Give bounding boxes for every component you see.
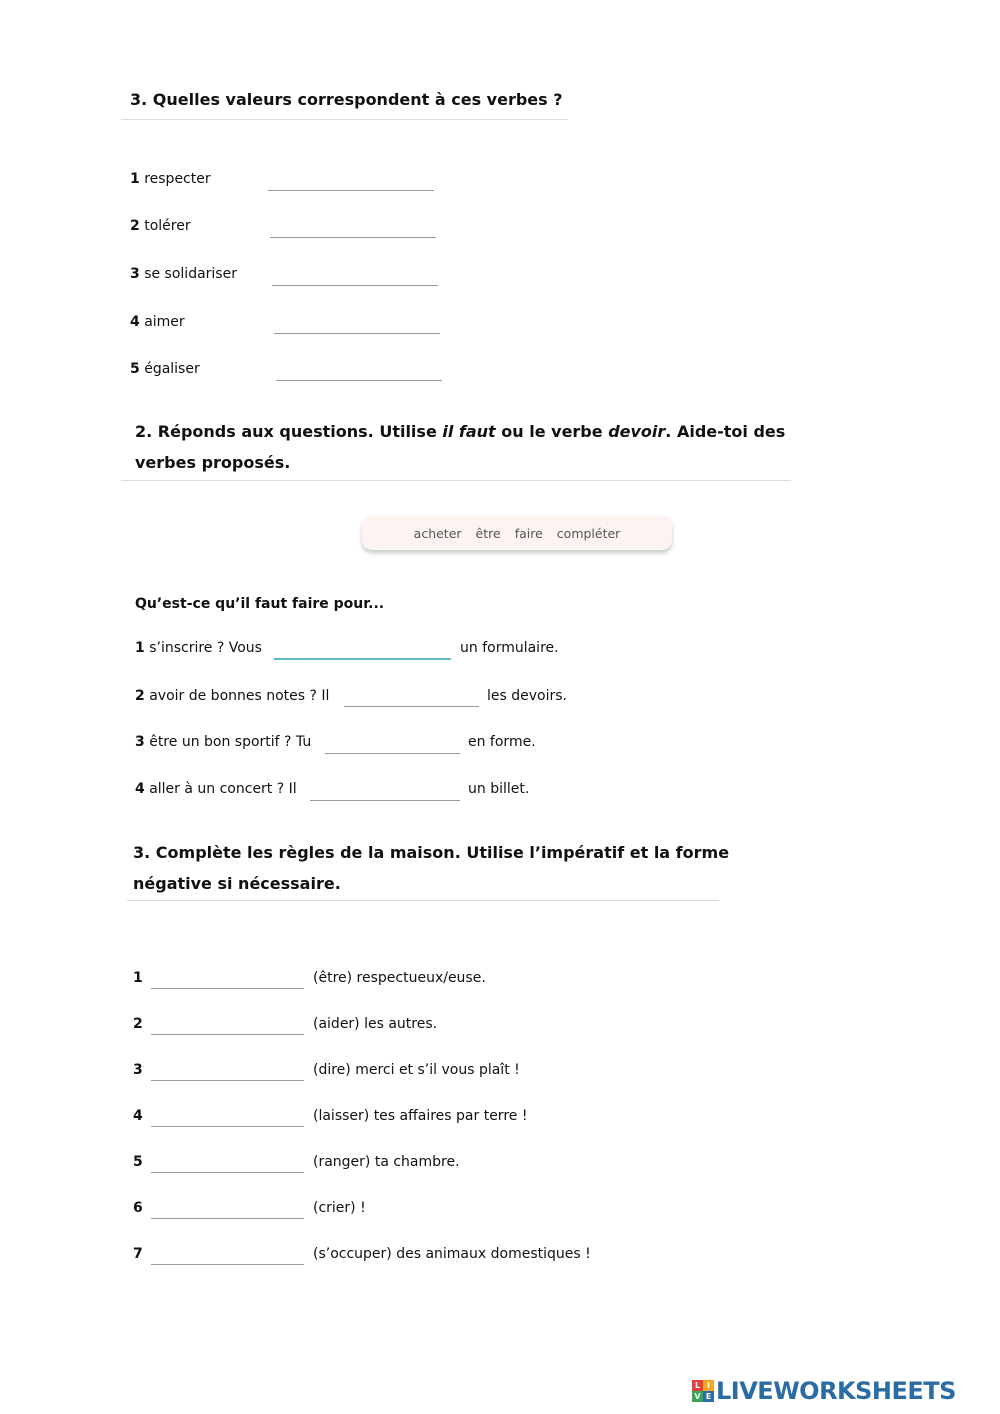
item-number: 4 <box>130 314 140 330</box>
list-item <box>130 314 185 330</box>
item-number: 3 <box>135 734 145 750</box>
exercise2-title-line2: verbes proposés. <box>135 453 291 472</box>
item-number: 4 <box>133 1108 143 1124</box>
item-number: 3 <box>130 266 140 282</box>
item-number: 3 <box>133 1062 143 1078</box>
question-text: être un bon sportif ? Tu <box>149 734 312 750</box>
answer-input-r5[interactable] <box>151 1152 304 1173</box>
list-item <box>130 361 200 377</box>
answer-input-3[interactable] <box>272 265 438 286</box>
exercise2-question: Qu’est-ce qu’il faut faire pour... <box>135 596 385 612</box>
item-number: 2 <box>133 1016 143 1032</box>
list-item <box>135 734 311 750</box>
item-number: 2 <box>135 688 145 704</box>
rule-text: (ranger) ta chambre. <box>313 1154 460 1170</box>
answer-input-r1[interactable] <box>151 968 304 989</box>
answer-input-q2[interactable] <box>344 686 479 707</box>
verb-label: respecter <box>144 171 211 187</box>
logo-square: I <box>703 1380 714 1391</box>
question-ending: un formulaire. <box>460 640 559 656</box>
logo-square: E <box>703 1391 714 1402</box>
answer-input-2[interactable] <box>270 217 436 238</box>
question-ending: un billet. <box>468 781 530 797</box>
word-bank <box>362 516 672 550</box>
rule-text: (s’occuper) des animaux domestiques ! <box>313 1246 591 1262</box>
rule-text: (être) respectueux/euse. <box>313 970 486 986</box>
verb-label: tolérer <box>144 218 191 234</box>
live-squares-icon <box>692 1380 714 1402</box>
word-bank-item[interactable]: acheter <box>413 525 462 541</box>
list-item <box>135 781 297 797</box>
answer-input-q4[interactable] <box>310 780 460 801</box>
answer-input-4[interactable] <box>274 313 440 334</box>
logo-square: V <box>692 1391 703 1402</box>
answer-input-q3[interactable] <box>325 733 460 754</box>
answer-input-5[interactable] <box>276 360 442 381</box>
question-text: s’inscrire ? Vous <box>149 640 262 656</box>
rule-text: (aider) les autres. <box>313 1016 438 1032</box>
liveworksheets-logo <box>692 1376 956 1406</box>
exercise3-title-line2: négative si nécessaire. <box>133 874 341 893</box>
exercise2-title-line1: 2. Réponds aux questions. Utilise il faut ou le verbe devoir. Aide-toi des <box>135 422 786 441</box>
list-item <box>135 688 329 704</box>
answer-input-r6[interactable] <box>151 1198 304 1219</box>
verb-label: se solidariser <box>144 266 237 282</box>
rule-text: (crier) ! <box>313 1200 366 1216</box>
list-item <box>130 266 237 282</box>
answer-input-q1[interactable] <box>274 638 451 660</box>
rule-text: (dire) merci et s’il vous plaît ! <box>313 1062 520 1078</box>
item-number: 2 <box>130 218 140 234</box>
item-number: 6 <box>133 1200 143 1216</box>
verb-label: égaliser <box>144 361 200 377</box>
exercise2-divider <box>121 480 791 481</box>
item-number: 4 <box>135 781 145 797</box>
exercise3-title <box>133 837 733 899</box>
answer-input-r7[interactable] <box>151 1244 304 1265</box>
exercise3-title-line1: 3. Complète les règles de la maison. Utilise l’impératif et la forme <box>133 843 730 862</box>
item-number: 5 <box>133 1154 143 1170</box>
question-ending: en forme. <box>468 734 536 750</box>
answer-input-r2[interactable] <box>151 1014 304 1035</box>
exercise3-divider <box>127 900 719 901</box>
list-item <box>130 218 191 234</box>
verb-label: aimer <box>144 314 185 330</box>
item-number: 1 <box>130 171 140 187</box>
exercise1-divider <box>121 119 568 120</box>
item-number: 5 <box>130 361 140 377</box>
rule-text: (laisser) tes affaires par terre ! <box>313 1108 528 1124</box>
question-text: aller à un concert ? Il <box>149 781 297 797</box>
answer-input-1[interactable] <box>268 170 434 191</box>
word-bank-item[interactable]: être <box>475 525 501 541</box>
exercise1-title: 3. Quelles valeurs correspondent à ces verbes ? <box>130 90 563 109</box>
logo-text: LIVEWORKSHEETS <box>716 1377 956 1405</box>
exercise2-title <box>135 416 795 478</box>
list-item <box>135 640 262 656</box>
word-bank-item[interactable]: compléter <box>556 525 621 541</box>
item-number: 7 <box>133 1246 143 1262</box>
answer-input-r3[interactable] <box>151 1060 304 1081</box>
item-number: 1 <box>135 640 145 656</box>
question-ending: les devoirs. <box>487 688 567 704</box>
answer-input-r4[interactable] <box>151 1106 304 1127</box>
question-text: avoir de bonnes notes ? Il <box>149 688 330 704</box>
list-item <box>130 171 211 187</box>
logo-square: L <box>692 1380 703 1391</box>
item-number: 1 <box>133 970 143 986</box>
word-bank-item[interactable]: faire <box>514 525 543 541</box>
